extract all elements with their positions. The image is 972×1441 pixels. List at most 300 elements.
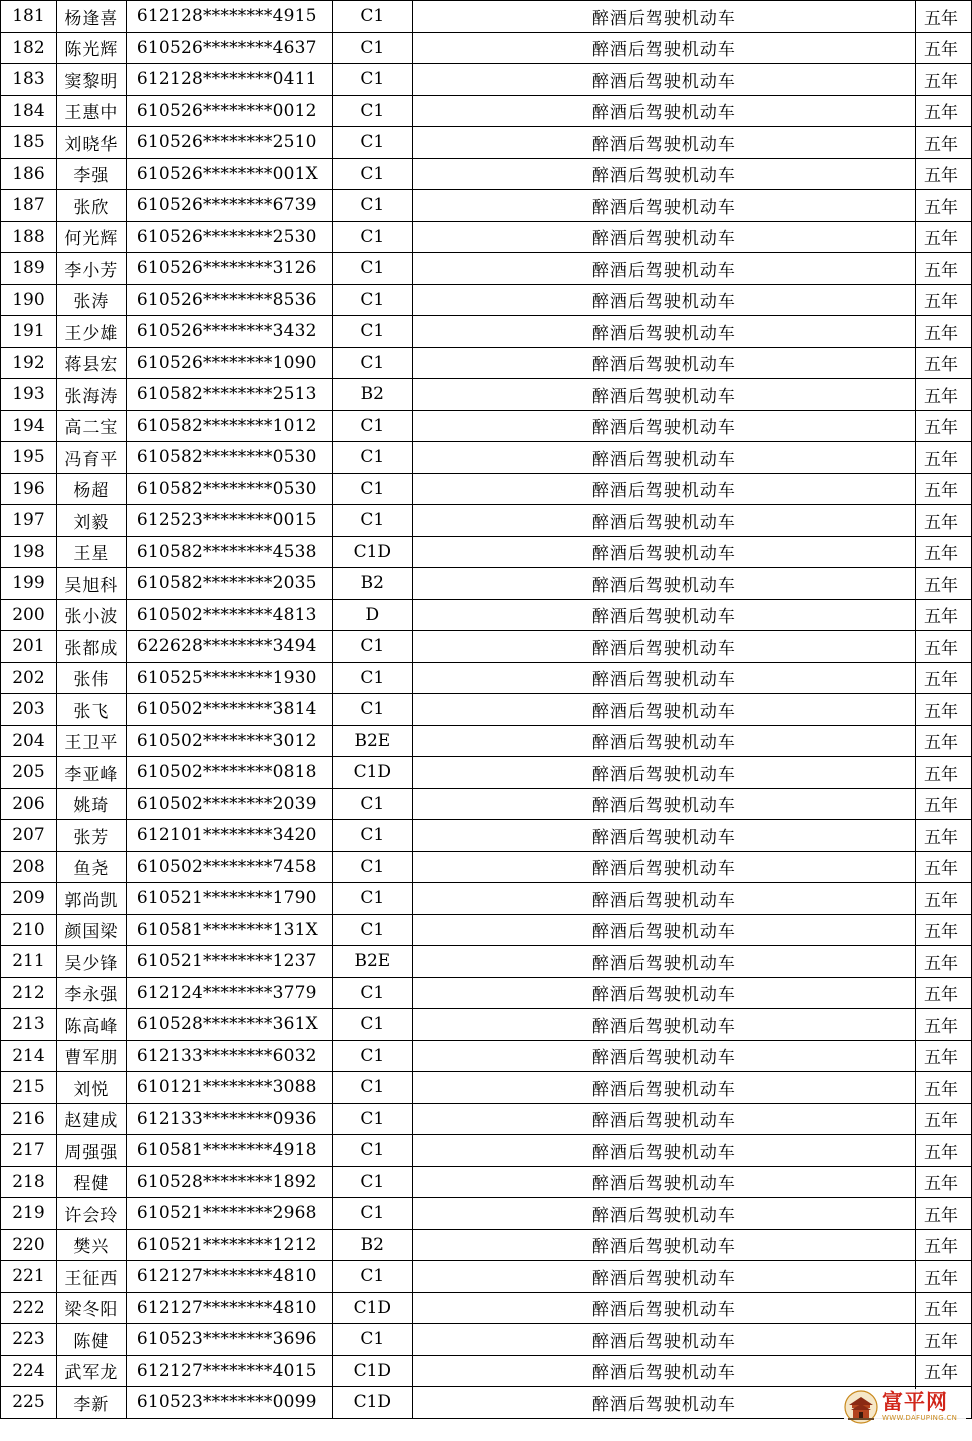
row-number: 201 [1, 631, 57, 663]
person-name: 武军龙 [56, 1355, 126, 1387]
id-number: 610521********2968 [126, 1198, 332, 1230]
table-row [1, 1355, 972, 1387]
row-number: 208 [1, 851, 57, 883]
table-row [1, 788, 972, 820]
license-class: C1 [332, 883, 412, 915]
person-name: 王少雄 [56, 316, 126, 348]
ban-term: 五年 [915, 1261, 971, 1293]
table-row [1, 442, 972, 474]
ban-term: 五年 [915, 1355, 971, 1387]
person-name: 高二宝 [56, 410, 126, 442]
person-name: 王卫平 [56, 725, 126, 757]
person-name: 窦黎明 [56, 64, 126, 96]
license-class: C1 [332, 662, 412, 694]
table-row [1, 662, 972, 694]
ban-term: 五年 [915, 1, 971, 33]
violation-reason: 醉酒后驾驶机动车 [412, 1, 915, 33]
violation-reason: 醉酒后驾驶机动车 [412, 316, 915, 348]
table-row [1, 914, 972, 946]
table-row [1, 473, 972, 505]
ban-term: 五年 [915, 1324, 971, 1356]
row-number: 213 [1, 1009, 57, 1041]
row-number: 184 [1, 95, 57, 127]
violation-reason: 醉酒后驾驶机动车 [412, 851, 915, 883]
ban-term: 五年 [915, 32, 971, 64]
person-name: 李永强 [56, 977, 126, 1009]
id-number: 610581********131X [126, 914, 332, 946]
id-number: 610526********2530 [126, 221, 332, 253]
ban-term: 五年 [915, 1103, 971, 1135]
license-class: C1 [332, 442, 412, 474]
license-class: C1 [332, 253, 412, 285]
row-number: 181 [1, 1, 57, 33]
table-row [1, 725, 972, 757]
id-number: 610582********0530 [126, 442, 332, 474]
ban-term: 五年 [915, 694, 971, 726]
violation-reason: 醉酒后驾驶机动车 [412, 505, 915, 537]
id-number: 612133********0936 [126, 1103, 332, 1135]
violation-reason: 醉酒后驾驶机动车 [412, 1009, 915, 1041]
person-name: 王星 [56, 536, 126, 568]
license-class: C1 [332, 1103, 412, 1135]
id-number: 610502********7458 [126, 851, 332, 883]
table-row [1, 977, 972, 1009]
ban-term: 五年 [915, 1166, 971, 1198]
person-name: 杨逢喜 [56, 1, 126, 33]
row-number: 212 [1, 977, 57, 1009]
row-number: 187 [1, 190, 57, 222]
row-number: 203 [1, 694, 57, 726]
violation-reason: 醉酒后驾驶机动车 [412, 757, 915, 789]
person-name: 程健 [56, 1166, 126, 1198]
license-class: C1 [332, 1009, 412, 1041]
table-row [1, 1198, 972, 1230]
license-class: C1 [332, 977, 412, 1009]
ban-term: 五年 [915, 473, 971, 505]
ban-term: 五年 [915, 662, 971, 694]
table-row [1, 1324, 972, 1356]
license-class: C1 [332, 788, 412, 820]
violation-reason: 醉酒后驾驶机动车 [412, 410, 915, 442]
person-name: 张伟 [56, 662, 126, 694]
person-name: 曹军朋 [56, 1040, 126, 1072]
person-name: 杨超 [56, 473, 126, 505]
watermark-url: WWW.DAFUPING.CN [882, 1414, 958, 1422]
ban-term: 五年 [915, 1198, 971, 1230]
license-class: C1 [332, 1324, 412, 1356]
row-number: 207 [1, 820, 57, 852]
table-row [1, 1135, 972, 1167]
row-number: 225 [1, 1387, 57, 1419]
ban-term: 五年 [915, 914, 971, 946]
id-number: 612127********4810 [126, 1292, 332, 1324]
site-watermark [844, 1389, 966, 1425]
person-name: 李强 [56, 158, 126, 190]
table-row [1, 757, 972, 789]
id-number: 610526********4637 [126, 32, 332, 64]
person-name: 姚琦 [56, 788, 126, 820]
table-row [1, 64, 972, 96]
person-name: 吴少锋 [56, 946, 126, 978]
ban-term: 五年 [915, 1040, 971, 1072]
person-name: 刘毅 [56, 505, 126, 537]
ban-term: 五年 [915, 631, 971, 663]
table-body [1, 1, 972, 1419]
row-number: 204 [1, 725, 57, 757]
violation-reason: 醉酒后驾驶机动车 [412, 883, 915, 915]
row-number: 182 [1, 32, 57, 64]
license-class: C1 [332, 1, 412, 33]
person-name: 李亚峰 [56, 757, 126, 789]
table-row [1, 95, 972, 127]
id-number: 612128********0411 [126, 64, 332, 96]
person-name: 陈健 [56, 1324, 126, 1356]
person-name: 陈高峰 [56, 1009, 126, 1041]
id-number: 610526********0012 [126, 95, 332, 127]
table-row [1, 127, 972, 159]
row-number: 185 [1, 127, 57, 159]
row-number: 218 [1, 1166, 57, 1198]
person-name: 王征西 [56, 1261, 126, 1293]
row-number: 193 [1, 379, 57, 411]
license-class: D [332, 599, 412, 631]
license-class: C1 [332, 631, 412, 663]
table-row [1, 1, 972, 33]
table-row [1, 1229, 972, 1261]
table-row [1, 631, 972, 663]
violation-reason: 醉酒后驾驶机动车 [412, 1135, 915, 1167]
violation-reason: 醉酒后驾驶机动车 [412, 442, 915, 474]
row-number: 209 [1, 883, 57, 915]
person-name: 赵建成 [56, 1103, 126, 1135]
ban-term: 五年 [915, 883, 971, 915]
row-number: 199 [1, 568, 57, 600]
license-class: C1 [332, 284, 412, 316]
id-number: 610528********361X [126, 1009, 332, 1041]
ban-term: 五年 [915, 820, 971, 852]
ban-term: 五年 [915, 347, 971, 379]
row-number: 190 [1, 284, 57, 316]
ban-term: 五年 [915, 253, 971, 285]
table-row [1, 347, 972, 379]
table-row [1, 568, 972, 600]
person-name: 周强强 [56, 1135, 126, 1167]
license-class: C1D [332, 757, 412, 789]
person-name: 张都成 [56, 631, 126, 663]
violation-reason: 醉酒后驾驶机动车 [412, 1261, 915, 1293]
row-number: 211 [1, 946, 57, 978]
id-number: 610528********1892 [126, 1166, 332, 1198]
id-number: 610521********1790 [126, 883, 332, 915]
person-name: 吴旭科 [56, 568, 126, 600]
violation-reason: 醉酒后驾驶机动车 [412, 347, 915, 379]
violation-reason: 醉酒后驾驶机动车 [412, 1103, 915, 1135]
id-number: 610502********0818 [126, 757, 332, 789]
ban-term: 五年 [915, 725, 971, 757]
row-number: 189 [1, 253, 57, 285]
row-number: 215 [1, 1072, 57, 1104]
person-name: 李新 [56, 1387, 126, 1419]
table-row [1, 1261, 972, 1293]
license-class: B2E [332, 725, 412, 757]
ban-term: 五年 [915, 284, 971, 316]
row-number: 223 [1, 1324, 57, 1356]
license-class: C1 [332, 1072, 412, 1104]
license-class: C1 [332, 1261, 412, 1293]
ban-term: 五年 [915, 95, 971, 127]
row-number: 206 [1, 788, 57, 820]
violation-reason: 醉酒后驾驶机动车 [412, 536, 915, 568]
violation-reason: 醉酒后驾驶机动车 [412, 631, 915, 663]
license-class: C1 [332, 410, 412, 442]
row-number: 200 [1, 599, 57, 631]
license-class: C1 [332, 316, 412, 348]
table-row [1, 32, 972, 64]
id-number: 610523********3696 [126, 1324, 332, 1356]
person-name: 蒋县宏 [56, 347, 126, 379]
id-number: 610526********6739 [126, 190, 332, 222]
id-number: 610582********2513 [126, 379, 332, 411]
license-class: C1D [332, 1292, 412, 1324]
license-class: C1 [332, 64, 412, 96]
license-class: C1D [332, 1355, 412, 1387]
ban-term: 五年 [915, 536, 971, 568]
ban-term: 五年 [915, 127, 971, 159]
ban-term: 五年 [915, 1135, 971, 1167]
ban-term: 五年 [915, 851, 971, 883]
table-row [1, 253, 972, 285]
id-number: 612101********3420 [126, 820, 332, 852]
violation-reason: 醉酒后驾驶机动车 [412, 1198, 915, 1230]
violation-reason: 醉酒后驾驶机动车 [412, 32, 915, 64]
license-class: C1 [332, 820, 412, 852]
person-name: 刘晓华 [56, 127, 126, 159]
id-number: 610502********3814 [126, 694, 332, 726]
person-name: 张飞 [56, 694, 126, 726]
id-number: 610521********1212 [126, 1229, 332, 1261]
id-number: 622628********3494 [126, 631, 332, 663]
ban-term: 五年 [915, 316, 971, 348]
id-number: 612523********0015 [126, 505, 332, 537]
violation-reason: 醉酒后驾驶机动车 [412, 221, 915, 253]
row-number: 188 [1, 221, 57, 253]
id-number: 610526********001X [126, 158, 332, 190]
violation-reason: 醉酒后驾驶机动车 [412, 64, 915, 96]
id-number: 610502********2039 [126, 788, 332, 820]
row-number: 194 [1, 410, 57, 442]
violation-reason: 醉酒后驾驶机动车 [412, 946, 915, 978]
license-class: C1 [332, 851, 412, 883]
license-class: B2 [332, 568, 412, 600]
row-number: 220 [1, 1229, 57, 1261]
license-class: B2 [332, 379, 412, 411]
id-number: 612127********4810 [126, 1261, 332, 1293]
table-row [1, 410, 972, 442]
license-class: B2E [332, 946, 412, 978]
license-class: B2 [332, 1229, 412, 1261]
table-row [1, 851, 972, 883]
violation-reason: 醉酒后驾驶机动车 [412, 599, 915, 631]
ban-term: 五年 [915, 442, 971, 474]
ban-term: 五年 [915, 757, 971, 789]
row-number: 191 [1, 316, 57, 348]
row-number: 202 [1, 662, 57, 694]
ban-term: 五年 [915, 379, 971, 411]
id-number: 610582********0530 [126, 473, 332, 505]
row-number: 198 [1, 536, 57, 568]
watermark-name: 富平网 [882, 1390, 948, 1414]
license-class: C1 [332, 1198, 412, 1230]
violation-reason: 醉酒后驾驶机动车 [412, 473, 915, 505]
id-number: 612124********3779 [126, 977, 332, 1009]
id-number: 610582********1012 [126, 410, 332, 442]
row-number: 214 [1, 1040, 57, 1072]
table-row [1, 1072, 972, 1104]
ban-term: 五年 [915, 158, 971, 190]
violation-reason: 醉酒后驾驶机动车 [412, 1166, 915, 1198]
violation-reason: 醉酒后驾驶机动车 [412, 820, 915, 852]
ban-term: 五年 [915, 221, 971, 253]
person-name: 梁冬阳 [56, 1292, 126, 1324]
row-number: 217 [1, 1135, 57, 1167]
table-row [1, 1166, 972, 1198]
license-class: C1 [332, 694, 412, 726]
id-number: 612128********4915 [126, 1, 332, 33]
id-number: 610582********2035 [126, 568, 332, 600]
violation-reason: 醉酒后驾驶机动车 [412, 1387, 915, 1419]
id-number: 610582********4538 [126, 536, 332, 568]
violation-reason: 醉酒后驾驶机动车 [412, 253, 915, 285]
license-class: C1 [332, 158, 412, 190]
ban-term: 五年 [915, 410, 971, 442]
building-icon [844, 1390, 878, 1424]
person-name: 颜国梁 [56, 914, 126, 946]
table-row [1, 1103, 972, 1135]
license-class: C1 [332, 1040, 412, 1072]
violation-reason: 醉酒后驾驶机动车 [412, 158, 915, 190]
id-number: 610121********3088 [126, 1072, 332, 1104]
person-name: 冯育平 [56, 442, 126, 474]
row-number: 216 [1, 1103, 57, 1135]
id-number: 610525********1930 [126, 662, 332, 694]
ban-term: 五年 [915, 946, 971, 978]
id-number: 610526********3126 [126, 253, 332, 285]
table-row [1, 1387, 972, 1419]
table-row [1, 1040, 972, 1072]
person-name: 张欣 [56, 190, 126, 222]
person-name: 何光辉 [56, 221, 126, 253]
table-row [1, 599, 972, 631]
id-number: 612127********4015 [126, 1355, 332, 1387]
ban-term: 五年 [915, 1072, 971, 1104]
license-class: C1 [332, 1135, 412, 1167]
table-row [1, 284, 972, 316]
person-name: 刘悦 [56, 1072, 126, 1104]
id-number: 610502********3012 [126, 725, 332, 757]
violation-reason: 醉酒后驾驶机动车 [412, 1355, 915, 1387]
row-number: 224 [1, 1355, 57, 1387]
ban-term: 五年 [915, 568, 971, 600]
id-number: 610526********8536 [126, 284, 332, 316]
violation-reason: 醉酒后驾驶机动车 [412, 127, 915, 159]
license-class: C1D [332, 1387, 412, 1419]
id-number: 610526********2510 [126, 127, 332, 159]
row-number: 210 [1, 914, 57, 946]
person-name: 张海涛 [56, 379, 126, 411]
violation-reason: 醉酒后驾驶机动车 [412, 977, 915, 1009]
person-name: 陈光辉 [56, 32, 126, 64]
violation-reason: 醉酒后驾驶机动车 [412, 1292, 915, 1324]
violation-reason: 醉酒后驾驶机动车 [412, 914, 915, 946]
person-name: 张芳 [56, 820, 126, 852]
table-row [1, 190, 972, 222]
table-row [1, 694, 972, 726]
table-row [1, 505, 972, 537]
table-row [1, 946, 972, 978]
ban-term: 五年 [915, 1009, 971, 1041]
id-number: 612133********6032 [126, 1040, 332, 1072]
violation-reason: 醉酒后驾驶机动车 [412, 1072, 915, 1104]
person-name: 李小芳 [56, 253, 126, 285]
table-row [1, 379, 972, 411]
ban-term: 五年 [915, 1229, 971, 1261]
violation-reason: 醉酒后驾驶机动车 [412, 788, 915, 820]
license-class: C1 [332, 190, 412, 222]
violation-reason: 醉酒后驾驶机动车 [412, 284, 915, 316]
row-number: 192 [1, 347, 57, 379]
row-number: 183 [1, 64, 57, 96]
table-row [1, 883, 972, 915]
row-number: 197 [1, 505, 57, 537]
row-number: 195 [1, 442, 57, 474]
violation-reason: 醉酒后驾驶机动车 [412, 694, 915, 726]
license-class: C1 [332, 32, 412, 64]
violation-reason: 醉酒后驾驶机动车 [412, 1324, 915, 1356]
ban-term: 五年 [915, 1292, 971, 1324]
ban-term: 五年 [915, 190, 971, 222]
id-number: 610523********0099 [126, 1387, 332, 1419]
row-number: 186 [1, 158, 57, 190]
table-row [1, 1292, 972, 1324]
violation-reason: 醉酒后驾驶机动车 [412, 568, 915, 600]
id-number: 610521********1237 [126, 946, 332, 978]
person-name: 鱼尧 [56, 851, 126, 883]
row-number: 222 [1, 1292, 57, 1324]
ban-term: 五年 [915, 505, 971, 537]
license-class: C1 [332, 221, 412, 253]
violation-reason: 醉酒后驾驶机动车 [412, 662, 915, 694]
license-class: C1 [332, 914, 412, 946]
ban-term: 五年 [915, 599, 971, 631]
license-class: C1 [332, 347, 412, 379]
person-name: 王惠中 [56, 95, 126, 127]
table-row [1, 1009, 972, 1041]
violation-reason: 醉酒后驾驶机动车 [412, 725, 915, 757]
row-number: 221 [1, 1261, 57, 1293]
person-name: 樊兴 [56, 1229, 126, 1261]
person-name: 许会玲 [56, 1198, 126, 1230]
id-number: 610581********4918 [126, 1135, 332, 1167]
ban-term: 五年 [915, 977, 971, 1009]
id-number: 610502********4813 [126, 599, 332, 631]
person-name: 张涛 [56, 284, 126, 316]
table-row [1, 316, 972, 348]
row-number: 205 [1, 757, 57, 789]
violation-reason: 醉酒后驾驶机动车 [412, 190, 915, 222]
table-row [1, 221, 972, 253]
table-row [1, 158, 972, 190]
license-class: C1 [332, 95, 412, 127]
